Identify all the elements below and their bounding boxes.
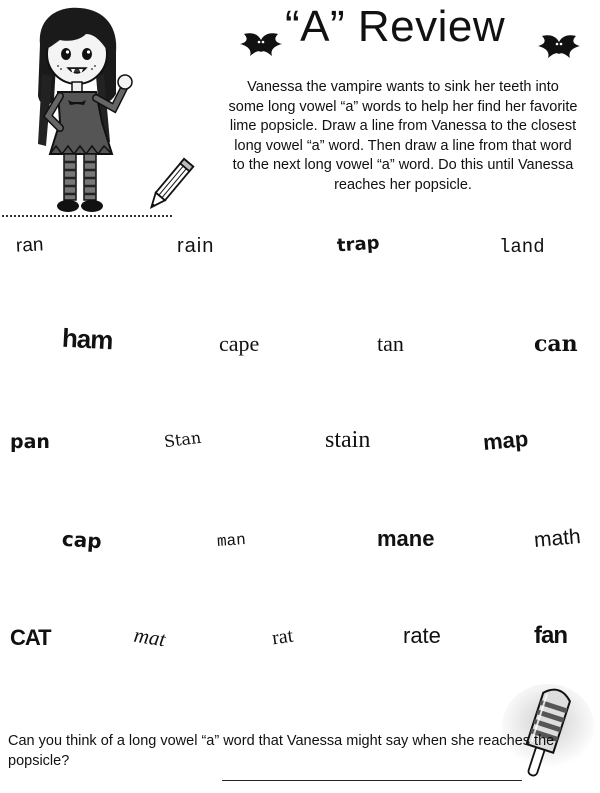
bat-icon [238,28,284,62]
word-cape: cape [219,331,260,356]
word-ham: ham [61,322,114,356]
word-fan: fan [534,622,567,649]
word-cat: CAT [10,625,51,650]
word-map: map [481,426,530,455]
bonus-question: Can you think of a long vowel “a” word that Vanessa might say when she reaches the popsicle? [8,733,555,769]
word-mat: mat [132,622,168,652]
instructions-text: Vanessa the vampire wants to sink her teeth into some long vowel “a” words to help her find her favorite lime popsicle. Draw a line from Vanessa to the closest long vowel “a” word. Then draw a line from that word to the next long vowel “a” word. Do this until Vanessa reaches her popsicle. [228,79,578,193]
bat-icon [536,30,582,64]
word-man: man [216,531,247,551]
word-pan: pan [10,431,50,453]
dotted-start-line [2,215,172,217]
word-stain: stain [325,427,371,453]
word-trap: trap [336,232,381,257]
word-tan: tan [377,331,404,356]
word-math: math [533,525,582,552]
answer-line[interactable] [222,780,522,781]
word-stan: Stan [162,427,203,452]
word-mane: mane [377,526,435,551]
vampire-girl-illustration [20,4,150,218]
word-rat: rat [270,624,295,650]
word-land: land [499,236,545,258]
word-cap: cap [61,526,103,554]
page-title: “A” Review [285,2,506,51]
word-rain: rain [177,235,215,257]
word-ran: ran [15,234,44,257]
pencil-icon [144,152,196,218]
word-can: can [534,331,578,357]
word-rate: rate [403,623,441,648]
